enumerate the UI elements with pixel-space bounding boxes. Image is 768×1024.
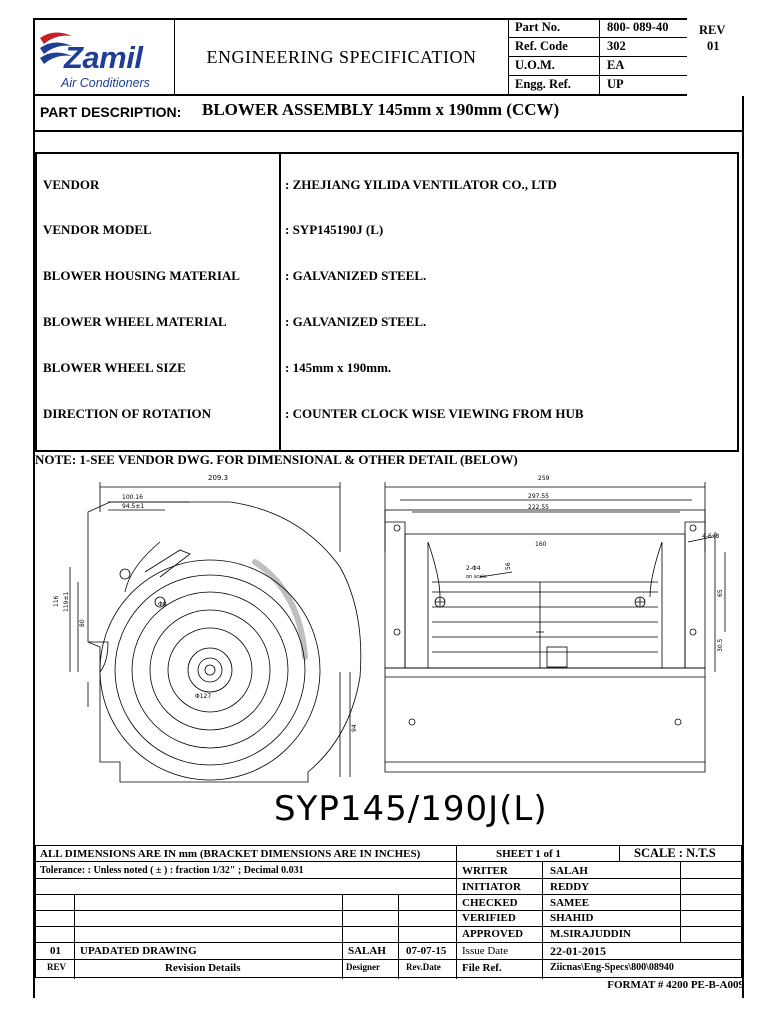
dim-label: on scale bbox=[466, 574, 487, 580]
scale-info: SCALE : N.T.S bbox=[634, 846, 716, 860]
rev-column-label: REV bbox=[47, 962, 67, 972]
issue-date-label: Issue Date bbox=[462, 945, 509, 957]
model-caption: SYP145/190J(L) bbox=[274, 789, 548, 829]
engg-ref-label: Engg. Ref. bbox=[515, 77, 571, 91]
revision-details-label: Revision Details bbox=[165, 962, 241, 974]
dim-label: 56 bbox=[505, 562, 512, 570]
part-description-value: BLOWER ASSEMBLY 145mm x 190mm (CCW) bbox=[202, 100, 560, 119]
spec-value: : SYP145190J (L) bbox=[285, 222, 384, 237]
dims-note: ALL DIMENSIONS ARE IN mm (BRACKET DIMENSIONS ARE IN INCHES) bbox=[40, 848, 421, 860]
spec-label: BLOWER WHEEL MATERIAL bbox=[43, 314, 227, 329]
dim-label: 297.55 bbox=[528, 493, 549, 500]
logo-wordmark: Zamil bbox=[64, 40, 143, 75]
spec-value: : ZHEJIANG YILIDA VENTILATOR CO., LTD bbox=[285, 177, 557, 192]
spec-label: BLOWER WHEEL SIZE bbox=[43, 360, 186, 375]
dim-label: 2-Φ4 bbox=[466, 565, 481, 572]
dim-label: 100.16 bbox=[122, 494, 143, 501]
vendor-drawing-note: NOTE: 1-SEE VENDOR DWG. FOR DIMENSIONAL & OTHER DETAIL (BELOW) bbox=[35, 452, 518, 467]
spec-label: VENDOR bbox=[43, 177, 100, 192]
rev-value: 01 bbox=[707, 39, 720, 53]
approved-label: APPROVED bbox=[462, 928, 524, 940]
dim-label: Φ127 bbox=[195, 693, 212, 700]
checked-value: SAMEE bbox=[550, 897, 590, 909]
logo-subtitle: Air Conditioners bbox=[61, 76, 150, 90]
part-no-value: 800- 089-40 bbox=[607, 20, 669, 34]
rev-entry-details: UPADATED DRAWING bbox=[80, 945, 197, 957]
blower-front-view bbox=[385, 482, 725, 772]
spec-divider bbox=[279, 152, 281, 452]
dim-label: 116 bbox=[53, 595, 60, 607]
ref-code-value: 302 bbox=[607, 39, 626, 53]
writer-label: WRITER bbox=[462, 865, 508, 877]
designer-label: Designer bbox=[346, 962, 380, 972]
initiator-value: REDDY bbox=[550, 881, 590, 893]
dim-label: 209.3 bbox=[208, 474, 229, 482]
uom-label: U.O.M. bbox=[515, 58, 555, 72]
dim-label: 30.5 bbox=[717, 638, 724, 652]
verified-label: VERIFIED bbox=[462, 912, 516, 924]
spec-label: DIRECTION OF ROTATION bbox=[43, 406, 212, 421]
spec-value: : 145mm x 190mm. bbox=[285, 360, 392, 375]
rev-entry-designer: SALAH bbox=[348, 945, 386, 957]
dim-label: 259 bbox=[538, 475, 550, 482]
verified-value: SHAHID bbox=[550, 912, 594, 924]
initiator-label: INITIATOR bbox=[462, 881, 521, 893]
dim-label: 222.55 bbox=[528, 504, 549, 511]
uom-value: EA bbox=[607, 58, 625, 72]
rev-label: REV bbox=[699, 23, 726, 37]
blower-side-view bbox=[70, 482, 361, 782]
document-title: ENGINEERING SPECIFICATION bbox=[206, 46, 477, 67]
dim-label: 94.5±1 bbox=[122, 503, 145, 510]
dim-label: 4-6x8 bbox=[702, 533, 720, 540]
sheet-info: SHEET 1 of 1 bbox=[496, 848, 561, 860]
rev-entry-date: 07-07-15 bbox=[406, 945, 447, 957]
spec-label: VENDOR MODEL bbox=[43, 222, 152, 237]
engg-ref-value: UP bbox=[607, 77, 624, 91]
issue-date-value: 22-01-2015 bbox=[550, 944, 606, 958]
approved-value: M.SIRAJUDDIN bbox=[550, 928, 631, 940]
spec-label: BLOWER HOUSING MATERIAL bbox=[43, 268, 240, 283]
writer-value: SALAH bbox=[550, 865, 588, 877]
spec-value: : COUNTER CLOCK WISE VIEWING FROM HUB bbox=[285, 406, 584, 421]
spec-value: : GALVANIZED STEEL. bbox=[285, 314, 427, 329]
ref-code-label: Ref. Code bbox=[515, 39, 568, 53]
checked-label: CHECKED bbox=[462, 897, 518, 909]
dim-label: 94 bbox=[351, 724, 358, 732]
tolerance-note: Tolerance: : Unless noted ( ± ) : fraction 1/32" ; Decimal 0.031 bbox=[40, 865, 304, 876]
dim-label: 65 bbox=[717, 589, 724, 597]
dim-label: 119±1 bbox=[63, 591, 70, 612]
file-ref-value: Ziicnas\Eng-Specs\800\08940 bbox=[550, 962, 674, 973]
format-number: FORMAT # 4200 PE-B-A009 bbox=[607, 979, 744, 991]
dim-label: 160 bbox=[535, 541, 547, 548]
blower-drawing bbox=[40, 472, 740, 834]
dim-label: Φ8 bbox=[158, 601, 167, 608]
spec-value: : GALVANIZED STEEL. bbox=[285, 268, 427, 283]
rev-entry-number: 01 bbox=[50, 945, 61, 957]
rev-date-label: Rev.Date bbox=[406, 962, 441, 972]
file-ref-label: File Ref. bbox=[462, 962, 502, 974]
dim-label: 80 bbox=[79, 619, 86, 627]
part-info-grid bbox=[508, 18, 744, 96]
part-no-label: Part No. bbox=[515, 20, 561, 34]
part-description-label: PART DESCRIPTION: bbox=[40, 104, 182, 120]
